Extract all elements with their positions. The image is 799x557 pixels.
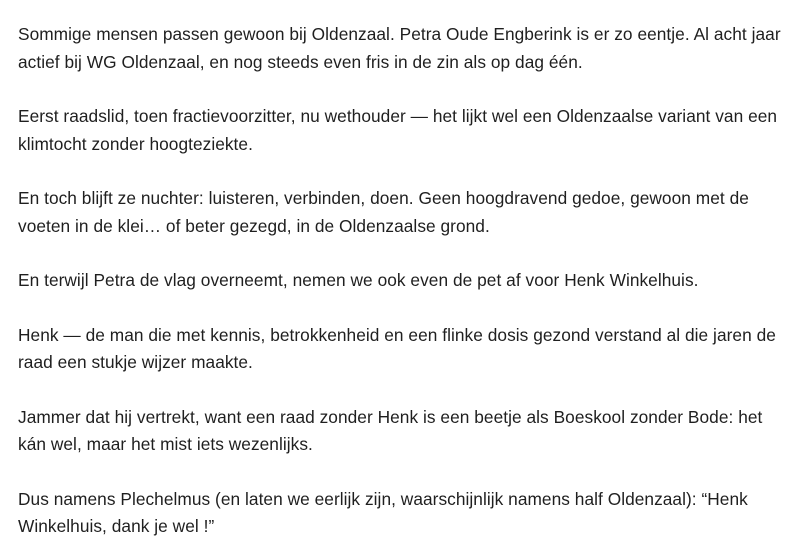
paragraph-henk: Henk — de man die met kennis, betrokkenheid en een flinke dosis gezond verstand al die jaren de raad een stukje wijzer maakte. — [18, 324, 776, 372]
paragraph-handover: En terwijl Petra de vlag overneemt, nemen we ook even de pet af voor Henk Winkelhuis. — [18, 270, 699, 290]
paragraph-nuchter: En toch blijft ze nuchter: luisteren, verbinden, doen. Geen hoogdravend gedoe, gewoon met de voeten in de klei… of beter gezegd, in de Oldenzaalse grond. — [18, 188, 749, 236]
paragraph-farewell: Jammer dat hij vertrekt, want een raad zonder Henk is een beetje als Boeskool zonder Bode: het kán wel, maar het mist iets wezenlijks. — [18, 406, 763, 454]
paragraph-intro: Sommige mensen passen gewoon bij Oldenzaal. Petra Oude Engberink is er zo eentje. Al acht jaar actief bij WG Oldenzaal, en nog steeds even fris in de zin als op dag één. — [18, 24, 781, 72]
paragraph-thanks: Dus namens Plechelmus (en laten we eerlijk zijn, waarschijnlijk namens half Oldenzaal): “Henk Winkelhuis, dank je wel !” — [18, 488, 748, 536]
paragraph-career: Eerst raadslid, toen fractievoorzitter, nu wethouder — het lijkt wel een Oldenzaalse variant van een klimtocht zonder hoogteziekte. — [18, 106, 778, 154]
